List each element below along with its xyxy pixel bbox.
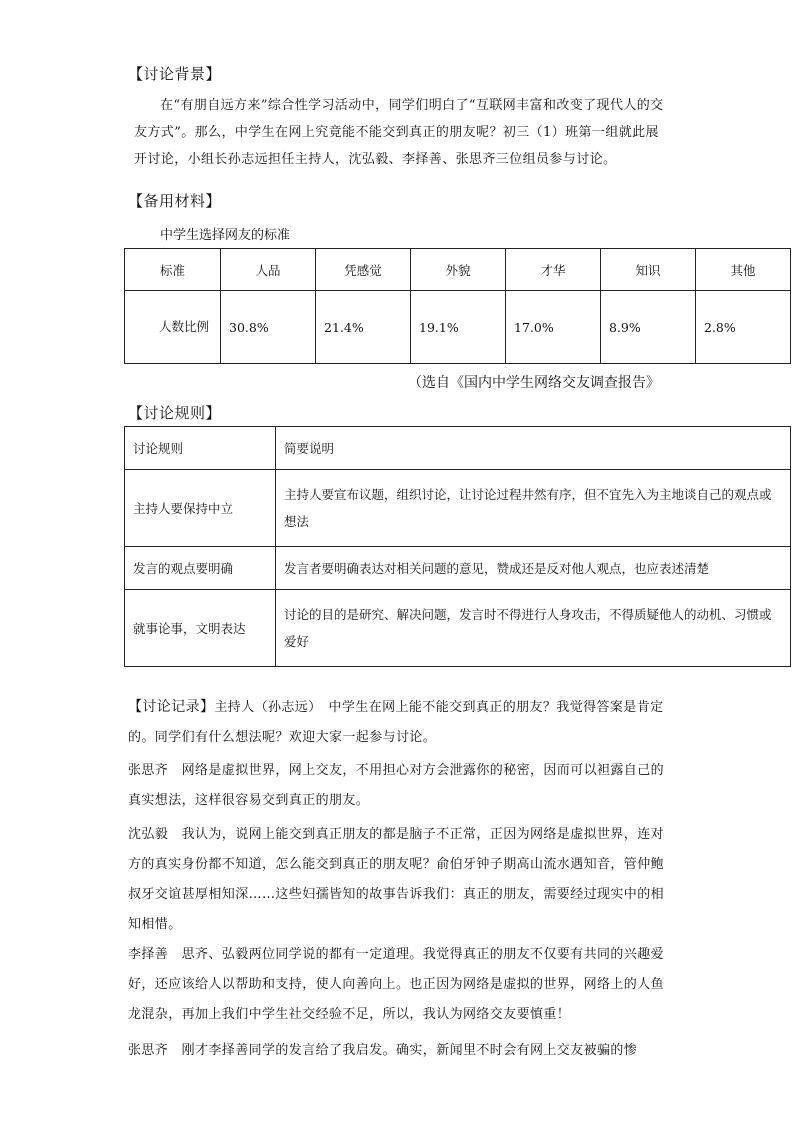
- materials-heading: 【备用材料】: [128, 192, 222, 210]
- rules-header-row: [125, 427, 791, 470]
- rules-head-rule: 讨论规则: [125, 427, 276, 470]
- rules-row: [125, 547, 791, 590]
- rule-name: 主持人要保持中立: [125, 470, 276, 547]
- rules-head-desc: 简要说明: [276, 427, 791, 470]
- stats-row-label: 人数比例: [125, 291, 221, 364]
- table-caption: 中学生选择网友的标准: [160, 228, 291, 243]
- stats-value-1: 21.4%: [316, 291, 411, 364]
- stats-col-1: 凭感觉: [316, 249, 411, 291]
- stats-col-5: 其他: [696, 249, 791, 291]
- rules-heading: 【讨论规则】: [128, 404, 222, 422]
- stats-col-3: 才华: [506, 249, 601, 291]
- record-paragraph-5: 张思齐 刚才李择善同学的发言给了我启发。确实，新闻里不时会有网上交友被骗的惨: [128, 1043, 638, 1058]
- record-paragraph-4: 李择善 思齐、弘毅两位同学说的都有一定道理。我觉得真正的朋友不仅要有共同的兴趣爱好，还应该给人以帮助和支持，使人向善向上。也正因为网络是虚拟的世界，网络上的人鱼龙混杂，再加上我们中学生社交经验不足，所以，我认为网络交友要慎重！: [128, 947, 665, 1022]
- rules-row: [125, 590, 791, 667]
- record-p1-text: 主持人（孙志远） 中学生在网上能不能交到真正的朋友？我觉得答案是肯定的。同学们有什么想法呢？欢迎大家一起参与讨论。: [128, 700, 664, 745]
- rule-name: 就事论事，文明表达: [125, 590, 276, 667]
- stats-value-5: 2.8%: [696, 291, 791, 364]
- stats-value-3: 17.0%: [506, 291, 601, 364]
- rule-desc: 讨论的目的是研究、解决问题，发言时不得进行人身攻击，不得质疑他人的动机、习惯或爱好: [276, 590, 791, 667]
- record-paragraph-2: 张思齐 网络是虚拟世界，网上交友，不用担心对方会泄露你的秘密，因而可以袒露自己的真实想法，这样很容易交到真正的朋友。: [128, 763, 665, 808]
- stats-table: [124, 248, 791, 364]
- rules-row: [125, 470, 791, 547]
- stats-value-row: [125, 291, 791, 364]
- stats-header-row: [125, 249, 791, 291]
- record-heading: 【讨论记录】: [128, 699, 215, 715]
- stats-value-2: 19.1%: [411, 291, 506, 364]
- table-source: （选自《国内中学生网络交友调查报告》: [408, 375, 660, 391]
- record-paragraph-3: 沈弘毅 我认为，说网上能交到真正朋友的都是脑子不正常，正因为网络是虚拟世界，连对方的真实身份都不知道，怎么能交到真正的朋友呢？俞伯牙钟子期高山流水遇知音，管仲鲍叔牙交谊甚厚相知深……这些妇孺皆知的故事告诉我们：真正的朋友，需要经过现实中的相知相惜。: [128, 827, 665, 932]
- background-paragraph: 在“有朋自远方来”综合性学习活动中，同学们明白了“互联网丰富和改变了现代人的交友方式”。那么，中学生在网上究竟能不能交到真正的朋友呢？初三（1）班第一组就此展开讨论，小组长孙志远担任主持人，沈弘毅、李择善、张思齐三位组员参与讨论。: [134, 98, 664, 167]
- stats-value-4: 8.9%: [601, 291, 696, 364]
- record-paragraph-1: [128, 692, 664, 753]
- rule-desc: 发言者要明确表达对相关问题的意见，赞成还是反对他人观点，也应表述清楚: [276, 547, 791, 590]
- stats-col-2: 外貌: [411, 249, 506, 291]
- background-heading: 【讨论背景】: [128, 65, 222, 83]
- stats-col-0: 人品: [221, 249, 316, 291]
- rule-desc: 主持人要宣布议题，组织讨论，让讨论过程井然有序，但不宜先入为主地谈自己的观点或想法: [276, 470, 791, 547]
- stats-header-label: 标准: [125, 249, 221, 291]
- rule-name: 发言的观点要明确: [125, 547, 276, 590]
- rules-table: [124, 426, 791, 667]
- stats-value-0: 30.8%: [221, 291, 316, 364]
- stats-col-4: 知识: [601, 249, 696, 291]
